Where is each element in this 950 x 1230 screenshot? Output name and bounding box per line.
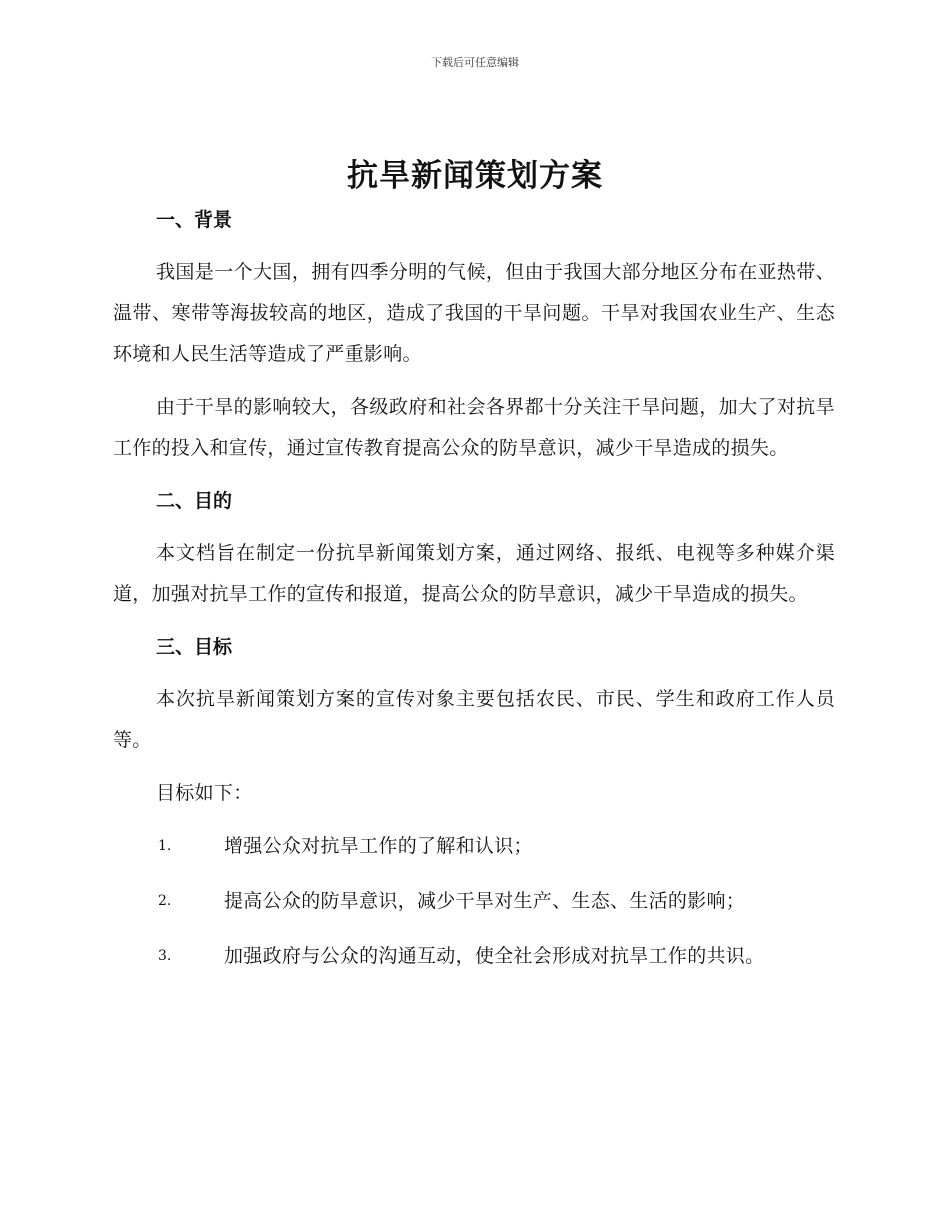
header-note: 下载后可任意编辑 [431,56,519,69]
list-item-number: 1. [158,838,172,854]
list-item-text: 加强政府与公众的沟通互动，使全社会形成对抗旱工作的共识。 [224,945,765,967]
list-item-text: 增强公众对抗旱工作的了解和认识； [224,835,533,857]
list-item-number: 2. [158,893,172,909]
document-body [113,200,835,991]
goals-list [113,826,835,977]
list-item [113,936,835,977]
section-heading-purpose: 二、目的 [156,490,233,512]
document-title: 抗旱新闻策划方案 [347,158,603,194]
background-paragraph-1: 我国是一个大国，拥有四季分明的气候，但由于我国大部分地区分布在亚热带、温带、寒带等海拔较高的地区，造成了我国的干旱问题。干旱对我国农业生产、生态环境和人民生活等造成了严重影响。 [113,261,835,365]
goals-intro: 目标如下： [156,782,253,804]
purpose-paragraph-1: 本文档旨在制定一份抗旱新闻策划方案，通过网络、报纸、电视等多种媒介渠道，加强对抗旱工作的宣传和报道，提高公众的防旱意识，减少干旱造成的损失。 [113,542,835,605]
list-item-number: 3. [158,948,172,964]
list-item [113,826,835,867]
section-heading-goals: 三、目标 [156,636,233,658]
background-paragraph-2: 由于干旱的影响较大，各级政府和社会各界都十分关注干旱问题，加大了对抗旱工作的投入和宣传，通过宣传教育提高公众的防旱意识，减少干旱造成的损失。 [113,396,835,459]
goals-paragraph-1: 本次抗旱新闻策划方案的宣传对象主要包括农民、市民、学生和政府工作人员等。 [113,688,835,751]
section-heading-background: 一、背景 [156,209,233,231]
list-item [113,881,835,922]
list-item-text: 提高公众的防旱意识，减少干旱对生产、生态、生活的影响； [224,890,746,912]
